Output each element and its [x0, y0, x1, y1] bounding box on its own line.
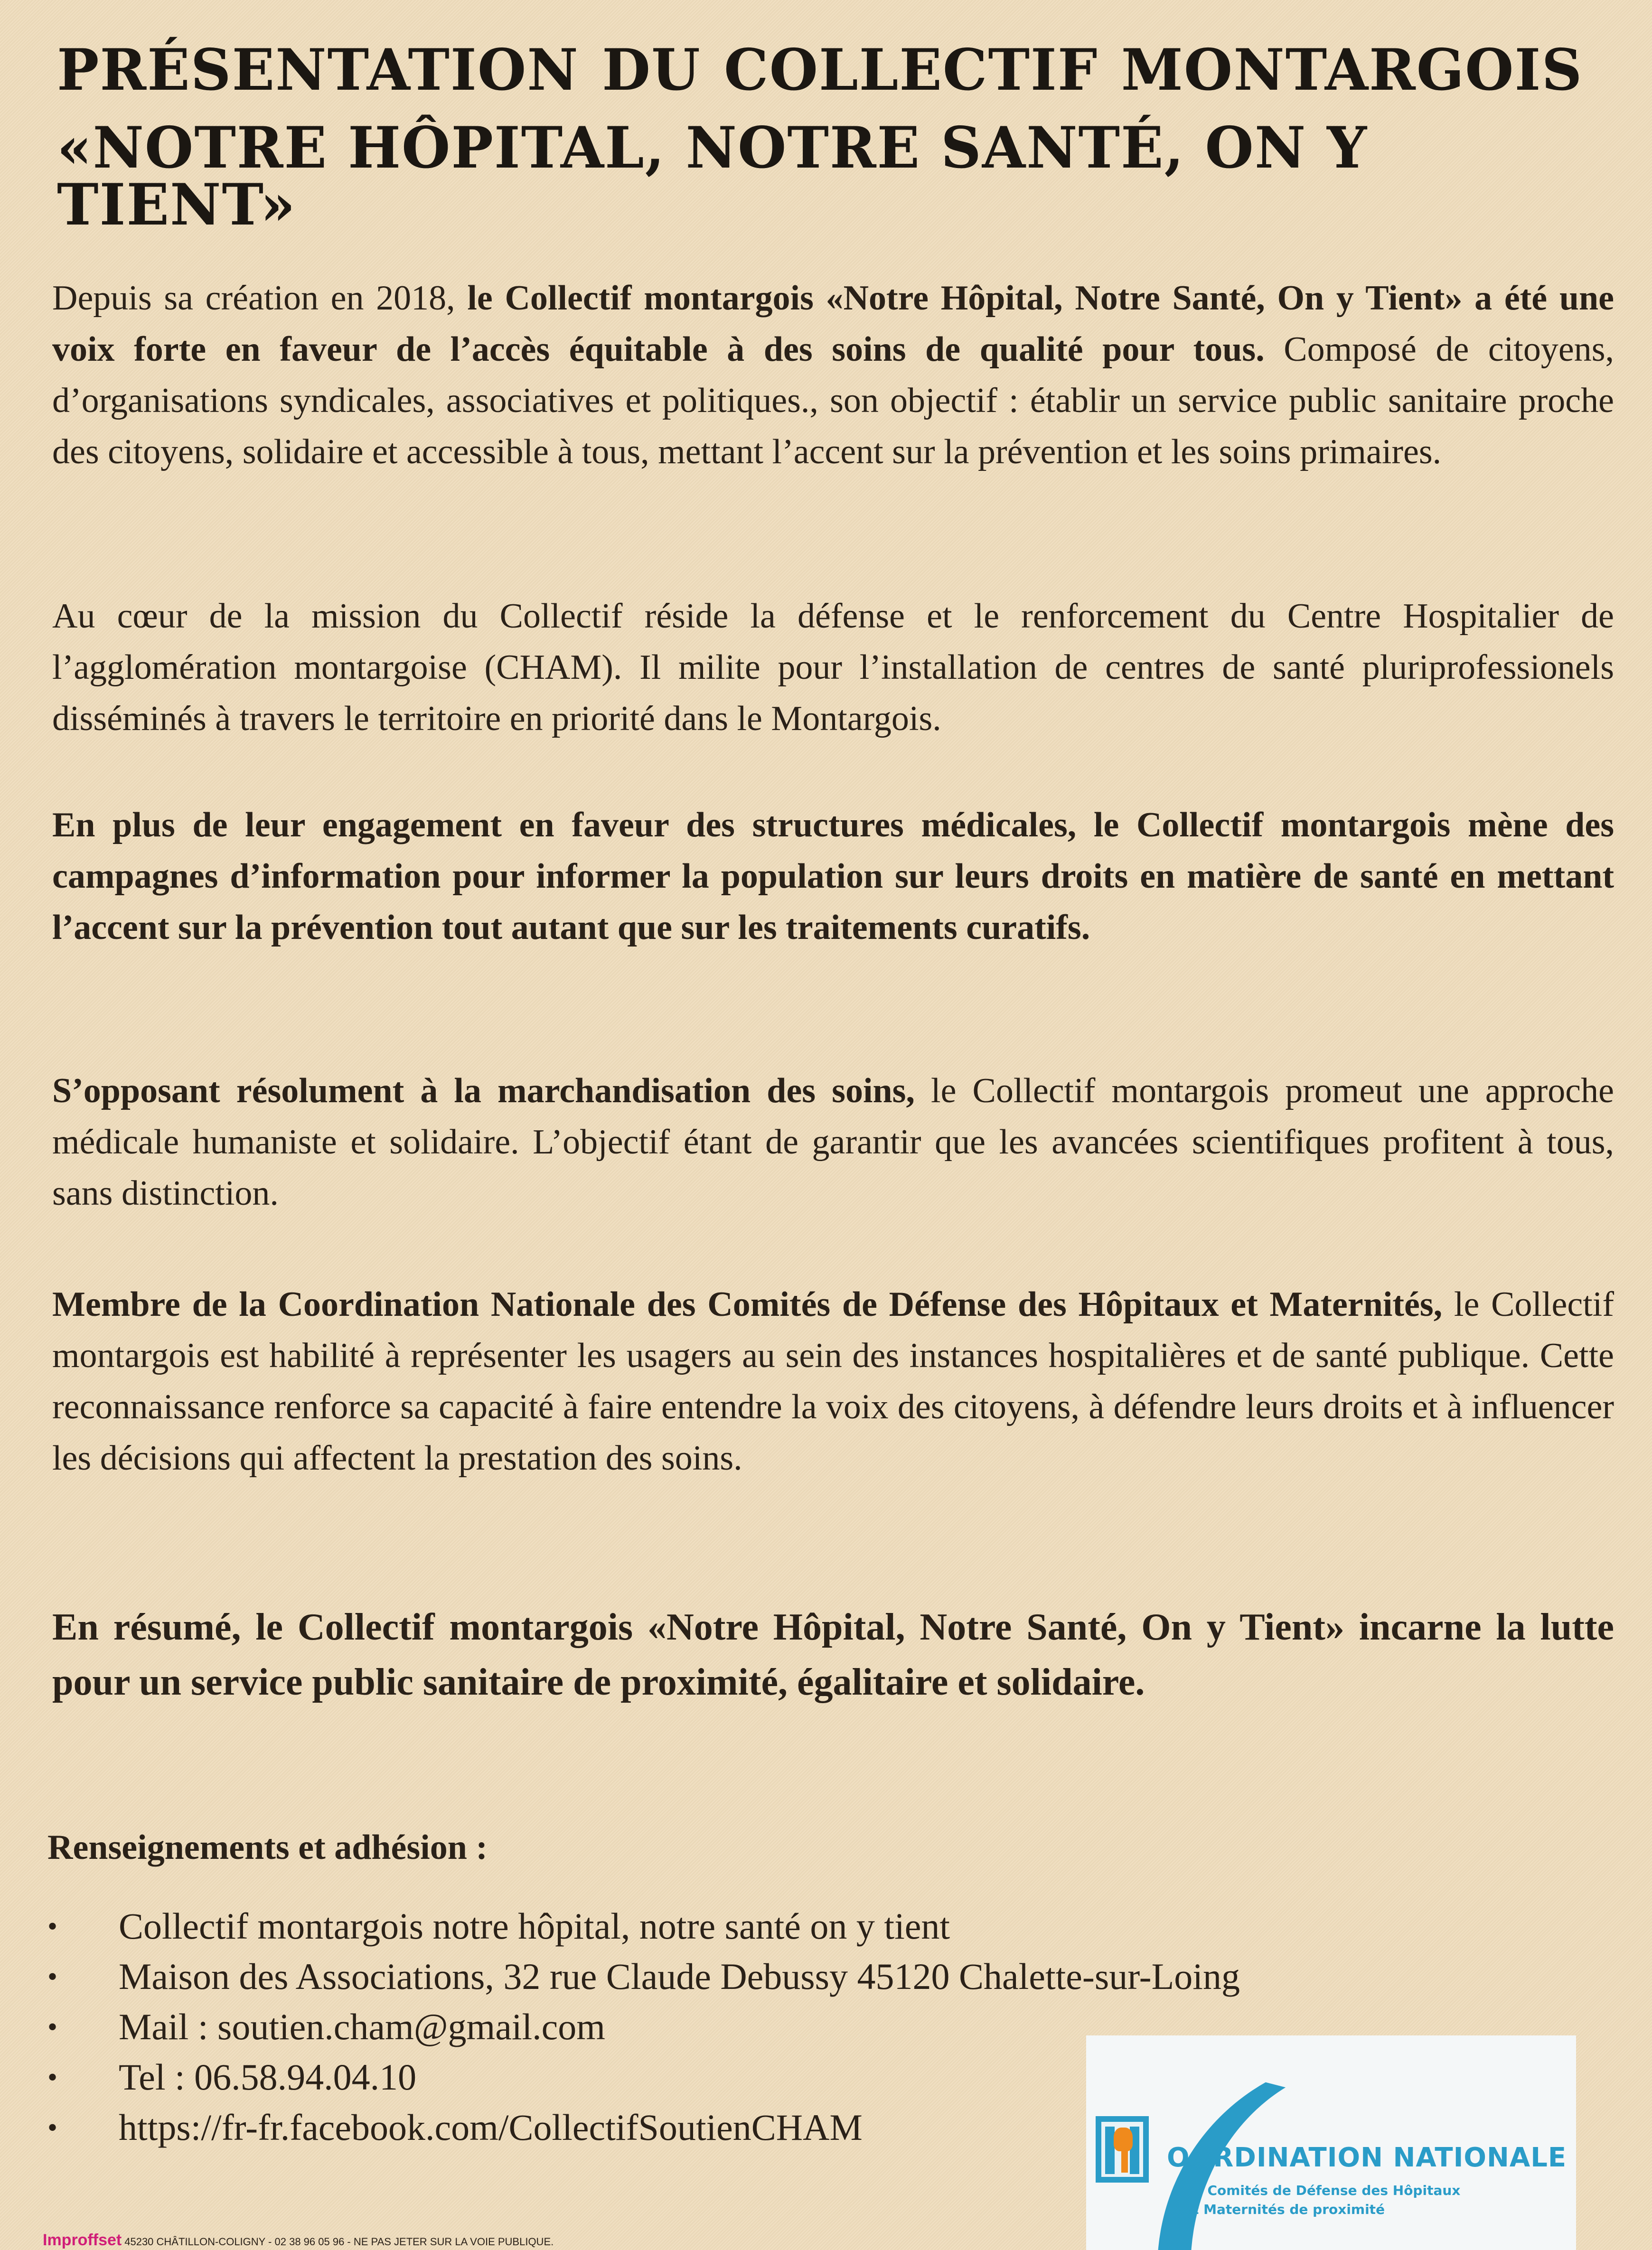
paragraph-intro-rest: Composé de citoyens, d’organisations syndicales, associatives et politiques., son objectif : établir un service public sanitaire proche des citoyens, solidaire et accessible à tous, mettant l’accent sur la prévention et les soins primaires. [52, 330, 1614, 471]
logo-subtitle-line-1: des Comités de Défense des Hôpitaux [1176, 2183, 1461, 2198]
contact-item-name [43, 1901, 1240, 1951]
contact-email[interactable]: Mail : soutien.cham@gmail.com [119, 2006, 605, 2047]
printer-imprint [43, 2231, 554, 2250]
paragraph-summary: En résumé, le Collectif montargois «Notre Hôpital, Notre Santé, On y Tient» incarne la lutte pour un service public sanitaire de proximité, égalitaire et solidaire. [52, 1606, 1614, 1703]
hospital-tree-emblem-icon [1096, 2116, 1149, 2183]
paragraph-intro-lead: Depuis sa création en 2018, [52, 279, 468, 318]
contact-list [43, 1901, 1240, 2153]
paragraph-intro [52, 272, 1614, 478]
paragraph-intro-bold: le Collectif montargois «Notre Hôpital, Notre Santé, On y Tient» a été une voix forte en faveur de l’accès équitable à des soins de qualité pour tous. [52, 279, 1614, 369]
paragraph-opposition-bold: S’opposant résolument à la marchandisation des soins, [52, 1071, 915, 1110]
contact-item-email [43, 2002, 1240, 2052]
bullet-icon: • [47, 1911, 58, 1942]
title-line-2: «NOTRE HÔPITAL, NOTRE SANTÉ, ON Y TIENT» [57, 114, 1368, 238]
printer-text: 45230 CHÂTILLON-COLIGNY - 02 38 96 05 96 - NE PAS JETER SUR LA VOIE PUBLIQUE. [124, 2236, 554, 2248]
paragraph-membership-rest: le Collectif montargois est habilité à représenter les usagers au sein des instances hospitalières et de santé publique. Cette reconnaissance renforce sa capacité à faire entendre la voix des citoyens, à défendre leurs droits et à influencer les décisions qui affectent la prestation des soins. [52, 1285, 1614, 1478]
logo-subtitle-line-2: et Maternités de proximité [1183, 2202, 1385, 2217]
title-word: PRÉSENTATION [57, 37, 579, 103]
contact-text: Maison des Associations, 32 rue Claude Debussy 45120 Chalette-sur-Loing [119, 1956, 1240, 1997]
title-word: COLLECTIF [724, 37, 1098, 103]
paragraph-opposition [52, 1065, 1614, 1219]
contact-item-address [43, 1951, 1240, 2002]
bullet-icon: • [47, 1961, 58, 1992]
paragraph-opposition-rest: le Collectif montargois promeut une approche médicale humaniste et solidaire. L’objectif étant de garantir que les avancées scientifiques profitent à tous, sans distinction. [52, 1071, 1614, 1213]
contact-phone[interactable]: Tel : 06.58.94.04.10 [119, 2056, 417, 2098]
bullet-icon: • [47, 2011, 58, 2043]
paragraph-mission: Au cœur de la mission du Collectif réside la défense et le renforcement du Centre Hospitalier de l’agglomération montargoise (CHAM). Il milite pour l’installation de centres de santé pluriprofessionels disséminés à travers le territoire en priorité dans le Montargois. [52, 597, 1614, 738]
title-word: MONTARGOIS [1121, 37, 1583, 103]
contact-heading: Renseignements et adhésion : [47, 1828, 488, 1867]
contact-text: Collectif montargois notre hôpital, notre santé on y tient [119, 1905, 950, 1947]
bullet-icon: • [47, 2062, 58, 2093]
tree-trunk-icon [1121, 2148, 1128, 2173]
logo-title: OORDINATION NATIONALE [1167, 2142, 1567, 2173]
facebook-link[interactable]: https://fr-fr.facebook.com/CollectifSoutienCHAM [119, 2107, 863, 2148]
paragraph-membership [52, 1279, 1614, 1484]
paragraph-membership-bold: Membre de la Coordination Nationale des Comités de Défense des Hôpitaux et Maternités, [52, 1285, 1443, 1324]
printer-brand: Improffset [43, 2231, 122, 2249]
contact-item-facebook [43, 2102, 1240, 2153]
title-word: DU [602, 37, 701, 103]
coordination-nationale-logo [1086, 2035, 1576, 2250]
emblem-bar-left [1105, 2127, 1115, 2174]
paragraph-campaigns: En plus de leur engagement en faveur des structures médicales, le Collectif montargois mène des campagnes d’information pour informer la population sur leurs droits en matière de santé en mettant l’accent sur la prévention tout autant que sur les traitements curatifs. [52, 806, 1614, 947]
title-line-1 [57, 37, 1583, 103]
contact-item-phone [43, 2052, 1240, 2102]
bullet-icon: • [47, 2112, 58, 2143]
